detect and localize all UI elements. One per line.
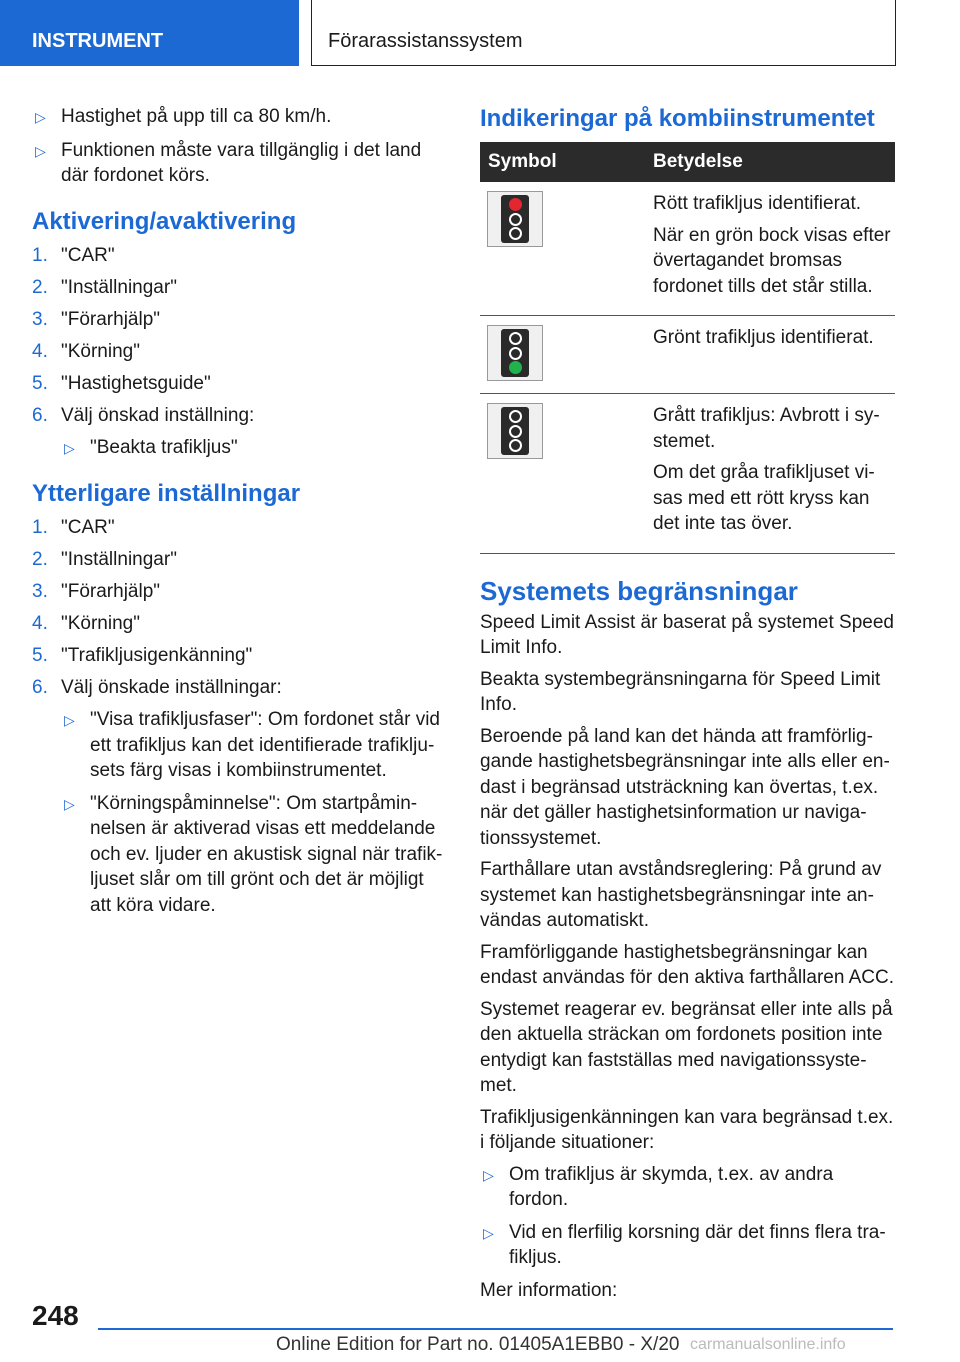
paragraph: Farthållare utan avståndsreglering: På grund av systemet kan hastighetsbegränsningar inte användas automatiskt. [480,859,882,931]
step-number: 4. [32,613,48,634]
meaning-text: Grönt trafikljus identifierat. [653,327,874,348]
list-item [480,1162,895,1213]
section-heading-activation: Aktivering/avaktivering [32,207,297,235]
col-header-symbol: Symbol [480,142,645,182]
footer-divider [98,1328,893,1330]
step-text: "Förarhjälp" [61,308,161,330]
step-text: "CAR" [61,517,115,538]
triangle-bullet-icon: ▷ [64,795,75,812]
step-item [32,611,444,637]
chapter-title: Förarassistanssystem [311,0,896,66]
step-number: 3. [32,308,48,330]
step-number: 2. [32,549,48,570]
step-text: "Hastighetsguide" [61,372,211,394]
step-text: "Inställningar" [61,276,177,298]
triangle-bullet-icon: ▷ [35,142,46,159]
left-column [32,104,444,925]
right-column [480,104,895,1309]
bullet-text: "Visa trafikljusfaser": Om fordonet står vid ett trafikljus kan det identifierade trafikljusets färg visas i kombiinstrumentet. [90,709,440,781]
meaning-text: När en grön bock visas efter övertagandet bromsas fordonet tills det står stilla. [653,224,891,297]
step-item [32,403,444,429]
meaning-text: Rött trafikljus identifierat. [653,193,862,214]
list-item [32,104,444,131]
meaning-text: Om det gråa trafikljuset visas med ett rött kryss kan det inte tas över. [653,462,875,534]
meaning-cell [645,182,895,316]
list-item [480,1220,895,1271]
step-item [32,675,444,701]
sub-list-item [32,707,444,784]
meaning-text: Grått trafikljus: Avbrott i systemet. [653,405,880,452]
paragraph: Framförliggande hastighetsbegränsningar kan endast användas för den aktiva farthållaren ACC. [480,941,895,988]
step-item [32,547,444,573]
triangle-bullet-icon: ▷ [64,439,75,456]
step-number: 3. [32,581,48,602]
triangle-bullet-icon: ▷ [64,712,75,728]
table-row [480,394,895,554]
sub-list-item [32,435,444,462]
bullet-text: "Körningspåminnelse": Om startpåminnelsen är aktiverad visas ett meddelande och ev. ljuder en akustisk signal när trafikljuset slår om till grönt och det är möjligt att köra vidare. [90,792,443,916]
watermark: carmanualsonline.info [690,1336,846,1353]
meaning-cell [645,394,895,554]
paragraph: Speed Limit Assist är baserat på systemet Speed Limit Info. [480,611,894,658]
bullet-text: "Beakta trafikljus" [90,436,238,458]
step-number: 2. [32,276,48,298]
page-header [0,0,960,66]
step-number: 4. [32,340,48,362]
section-heading-indicators: Indikeringar på kombiinstrumentet [480,105,875,132]
step-text: "CAR" [61,244,115,266]
list-item [32,138,444,189]
step-item [32,339,444,365]
section-heading-settings: Ytterligare inställningar [32,480,301,507]
indicator-table [480,142,895,554]
col-header-meaning: Betydelse [645,142,895,182]
traffic-light-grey-icon [487,403,543,459]
table-row [480,182,895,316]
step-text: "Körning" [61,613,140,634]
traffic-light-red-icon [487,191,543,247]
triangle-bullet-icon: ▷ [483,1166,494,1183]
step-item [32,515,444,541]
paragraph: Trafikljusigenkänningen kan vara begränsad t.ex. i följande situationer: [480,1106,894,1153]
symbol-cell [480,182,645,316]
step-number: 1. [32,244,48,266]
step-item [32,243,444,269]
sub-list-item [32,791,444,919]
bullet-text: Vid en flerfilig korsning där det finns flera trafikljus. [509,1221,886,1268]
step-number: 5. [32,372,48,394]
step-text: "Inställningar" [61,549,177,570]
traffic-light-green-icon [487,325,543,381]
step-item [32,371,444,397]
paragraph: Beroende på land kan det hända att framförliggande hastighetsbegränsningar inte alls eller endast i begränsad utsträckning kan övertas, t.ex. när det gäller hastighetsinformation ur navigationssystemet. [480,725,890,849]
step-item [32,643,444,669]
table-header-row [480,142,895,182]
triangle-bullet-icon: ▷ [35,109,46,125]
page-number: 248 [32,1300,79,1331]
table-row [480,316,895,394]
edition-text: Online Edition for Part no. 01405A1EBB0 - X/20 [276,1334,680,1355]
meaning-cell [645,316,895,394]
step-item [32,579,444,605]
step-text: Välj önskade inställningar: [61,677,282,698]
step-number: 1. [32,517,48,538]
step-item [32,275,444,301]
paragraph: Beakta systembegränsningarna för Speed Limit Info. [480,668,881,715]
bullet-text: Funktionen måste vara tillgänglig i det land där fordonet körs. [61,139,422,186]
step-text: "Förarhjälp" [61,581,161,602]
step-number: 6. [32,677,48,698]
paragraph: Systemet reagerar ev. begränsat eller inte alls på den aktuella sträckan om fordonets position inte entydigt kan fastställas med navigationssystemet. [480,998,893,1096]
step-item [32,307,444,333]
section-tab: INSTRUMENT [0,0,299,66]
section-heading-limits: Systemets begränsningar [480,575,798,606]
step-number: 5. [32,645,48,666]
step-number: 6. [32,404,48,426]
step-text: "Körning" [61,340,140,362]
step-text: Välj önskad inställning: [61,404,255,426]
triangle-bullet-icon: ▷ [483,1224,494,1241]
step-text: "Trafikljusigenkänning" [61,645,253,666]
symbol-cell [480,394,645,554]
more-info-label: Mer information: [480,1279,618,1301]
bullet-text: Hastighet på upp till ca 80 km/h. [61,106,332,127]
symbol-cell [480,316,645,394]
bullet-text: Om trafikljus är skymda, t.ex. av andra fordon. [509,1163,834,1210]
